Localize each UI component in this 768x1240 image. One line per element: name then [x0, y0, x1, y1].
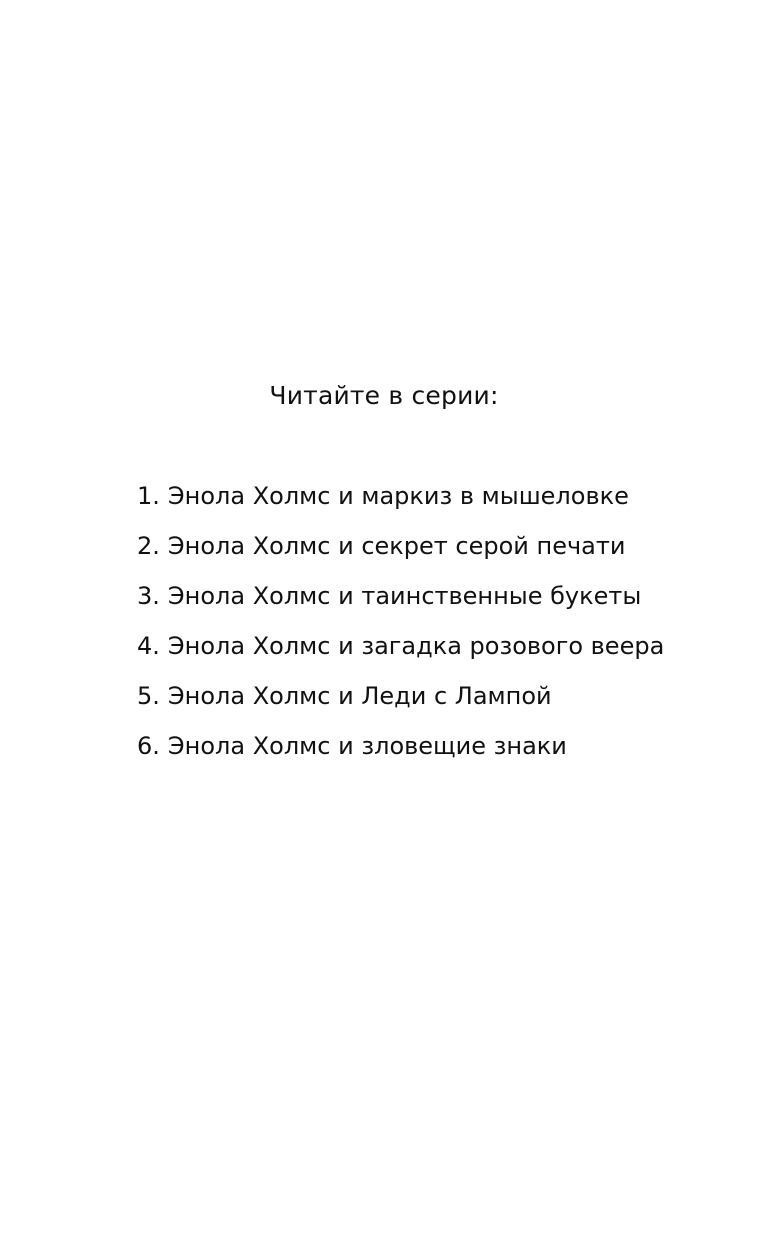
list-item	[137, 578, 664, 628]
book-title: Энола Холмс и секрет серой печати	[167, 532, 626, 560]
book-title: Энола Холмс и маркиз в мышеловке	[167, 482, 629, 510]
book-number: 5.	[137, 682, 160, 710]
list-item	[137, 678, 664, 728]
list-item	[137, 478, 664, 528]
book-number: 4.	[137, 632, 160, 660]
series-heading: Читайте в серии:	[269, 381, 499, 410]
book-number: 1.	[137, 482, 160, 510]
book-title: Энола Холмс и загадка розового веера	[167, 632, 665, 660]
book-title: Энола Холмс и зловещие знаки	[167, 732, 567, 760]
book-number: 3.	[137, 582, 160, 610]
book-title: Энола Холмс и таинственные букеты	[167, 582, 642, 610]
series-book-list	[137, 478, 664, 778]
list-item	[137, 728, 664, 778]
book-number: 6.	[137, 732, 160, 760]
list-item	[137, 528, 664, 578]
book-number: 2.	[137, 532, 160, 560]
book-title: Энола Холмс и Леди с Лампой	[167, 682, 552, 710]
list-item	[137, 628, 664, 678]
